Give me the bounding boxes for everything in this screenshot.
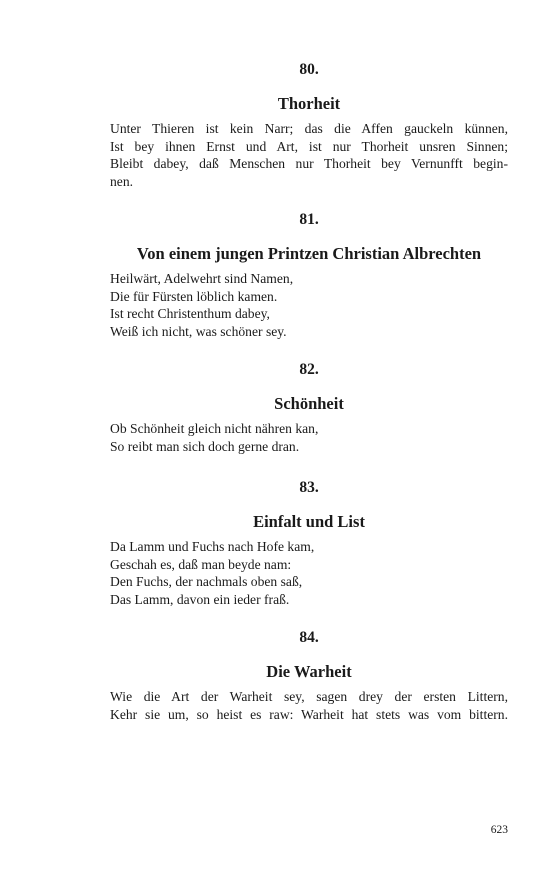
epigram-number: 80.: [299, 61, 319, 78]
verse-line: Den Fuchs, der nachmals oben saß,: [110, 574, 303, 590]
verse-line: Kehr sie um, so heist es raw: Warheit hat stets was vom bittern.: [110, 706, 508, 722]
verse-line: Wie die Art der Warheit sey, sagen drey der ersten Littern,: [110, 689, 508, 704]
epigram-text: [110, 538, 508, 608]
epigram-text: [110, 120, 508, 190]
epigram-83: [110, 478, 508, 608]
verse-line: Geschah es, daß man beyde nam:: [110, 556, 292, 572]
epigram-text: [110, 688, 508, 723]
epigram-number: 84.: [299, 629, 319, 646]
epigram-text: [110, 270, 508, 340]
epigram-number: 81.: [299, 211, 319, 228]
verse-line: Heilwärt, Adelwehrt sind Namen,: [110, 271, 294, 286]
verse-line: Bleibt dabey, daß Menschen nur Thorheit bey Vernunfft begin-: [110, 156, 508, 172]
epigram-title: Schönheit: [274, 394, 344, 413]
verse-line: Die für Fürsten löblich kamen.: [110, 288, 278, 304]
verse-line: nen.: [110, 173, 134, 189]
epigram-82: [110, 360, 508, 455]
epigram-title: Von einem jungen Printzen Christian Albrechten: [136, 244, 482, 263]
epigram-84: [110, 628, 508, 723]
epigram-81: [110, 210, 508, 340]
verse-line: Da Lamm und Fuchs nach Hofe kam,: [110, 539, 315, 554]
verse-line: So reibt man sich doch gerne dran.: [110, 438, 300, 454]
epigram-title: Thorheit: [277, 94, 341, 113]
verse-line: Ist recht Christenthum dabey,: [110, 306, 270, 322]
verse-line: Das Lamm, davon ein ieder fraß.: [110, 591, 290, 607]
epigram-number: 82.: [299, 361, 319, 378]
verse-line: Unter Thieren ist kein Narr; das die Affen gauckeln künnen,: [110, 121, 508, 136]
epigram-text: [110, 420, 508, 455]
epigram-number: 83.: [299, 479, 319, 496]
verse-line: Weiß ich nicht, was schöner sey.: [110, 323, 287, 339]
verse-line: Ob Schönheit gleich nicht nähren kan,: [110, 421, 319, 436]
epigram-title: Einfalt und List: [253, 512, 365, 531]
epigram-80: [110, 60, 508, 190]
verse-line: Ist bey ihnen Ernst und Art, ist nur Thorheit unsren Sinnen;: [110, 138, 508, 154]
epigram-title: Die Warheit: [266, 662, 352, 681]
page-number: 623: [490, 824, 508, 836]
